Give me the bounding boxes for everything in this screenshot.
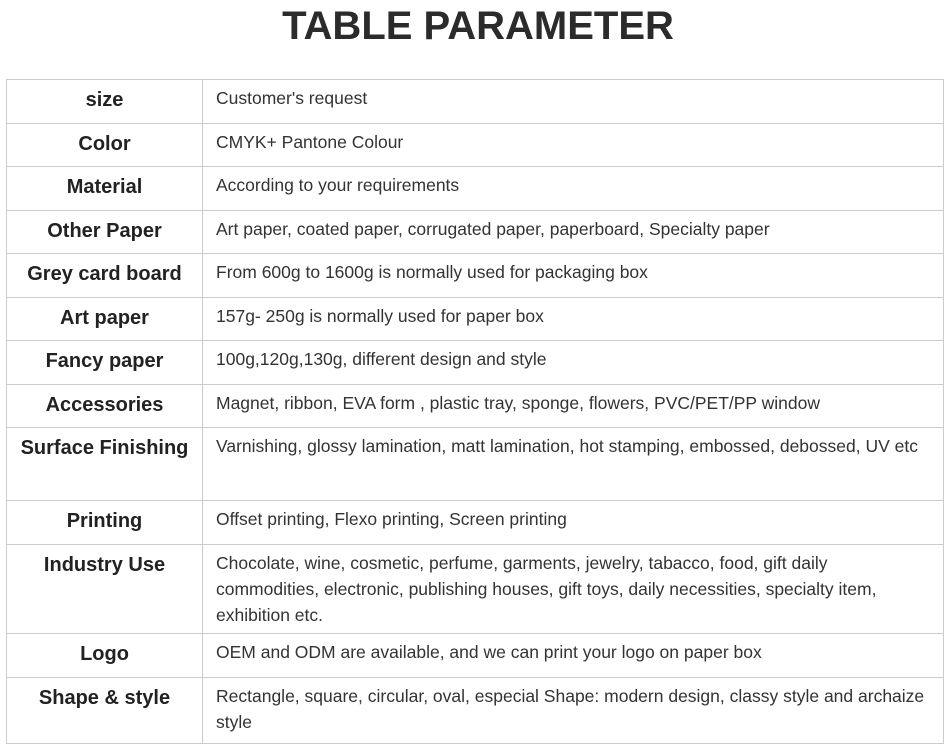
table-row [7, 124, 944, 167]
row-value-color: CMYK+ Pantone Colour [203, 124, 944, 167]
row-value-printing: Offset printing, Flexo printing, Screen printing [203, 501, 944, 545]
row-value-material: According to your requirements [203, 167, 944, 211]
row-label-logo: Logo [7, 634, 203, 678]
row-label-surface-finishing: Surface Finishing [7, 428, 203, 501]
table-row [7, 167, 944, 211]
row-label-printing: Printing [7, 501, 203, 545]
table-row [7, 341, 944, 385]
row-value-size: Customer's request [203, 80, 944, 124]
table-row [7, 80, 944, 124]
parameter-table [6, 79, 944, 744]
table-row [7, 634, 944, 678]
table-row [7, 211, 944, 254]
table-row [7, 545, 944, 634]
table-row [7, 501, 944, 545]
row-label-fancy-paper: Fancy paper [7, 341, 203, 385]
row-label-industry-use: Industry Use [7, 545, 203, 634]
row-value-logo: OEM and ODM are available, and we can print your logo on paper box [203, 634, 944, 678]
row-label-other-paper: Other Paper [7, 211, 203, 254]
page-title: TABLE PARAMETER [282, 4, 674, 48]
row-value-other-paper: Art paper, coated paper, corrugated paper, paperboard, Specialty paper [203, 211, 944, 254]
table-row [7, 385, 944, 428]
row-value-grey-card-board: From 600g to 1600g is normally used for packaging box [203, 254, 944, 298]
row-value-industry-use: Chocolate, wine, cosmetic, perfume, garments, jewelry, tabacco, food, gift daily commodities, electronic, publishing houses, gift toys, daily necessities, specialty item, exhibition etc. [203, 545, 944, 634]
row-label-color: Color [7, 124, 203, 167]
row-value-surface-finishing: Varnishing, glossy lamination, matt lamination, hot stamping, embossed, debossed, UV etc [203, 428, 944, 501]
row-value-accessories: Magnet, ribbon, EVA form , plastic tray, sponge, flowers, PVC/PET/PP window [203, 385, 944, 428]
row-value-fancy-paper: 100g,120g,130g, different design and style [203, 341, 944, 385]
table-row [7, 678, 944, 744]
table-row [7, 298, 944, 341]
row-label-shape-style: Shape & style [7, 678, 203, 744]
row-label-material: Material [7, 167, 203, 211]
row-value-shape-style: Rectangle, square, circular, oval, especial Shape: modern design, classy style and archaize style [203, 678, 944, 744]
table-row [7, 254, 944, 298]
row-label-art-paper: Art paper [7, 298, 203, 341]
row-label-size: size [7, 80, 203, 124]
row-label-grey-card-board: Grey card board [7, 254, 203, 298]
row-value-art-paper: 157g- 250g is normally used for paper box [203, 298, 944, 341]
row-label-accessories: Accessories [7, 385, 203, 428]
table-row [7, 428, 944, 501]
